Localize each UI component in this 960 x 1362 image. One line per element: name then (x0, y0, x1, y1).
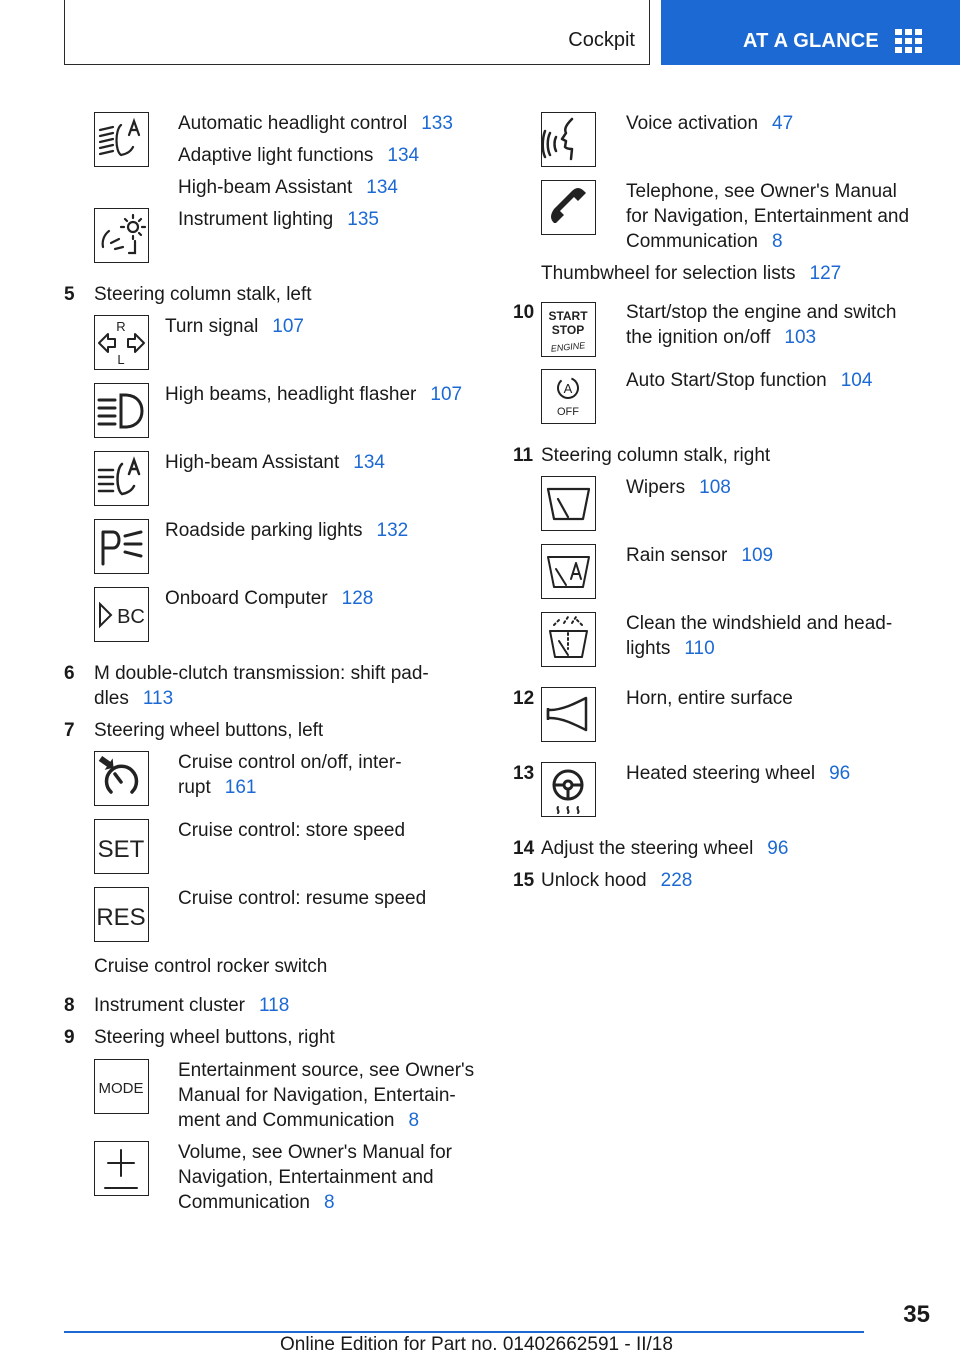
auto-start-stop-icon (541, 369, 596, 424)
entry-volume-line2: Navigation, Entertainment and (178, 1167, 434, 1188)
item-number: 5 (64, 284, 75, 305)
page-link[interactable]: 113 (142, 688, 174, 709)
entry-heated-steering: Heated steering wheel 96 (626, 763, 851, 784)
footer-edition: Online Edition for Part no. 01402662591 - II/18 (280, 1334, 673, 1355)
turn-signal-icon (94, 315, 149, 370)
item-steering-buttons-left: Steering wheel buttons, left (94, 720, 324, 741)
entry-telephone-line3: Communication 8 (626, 231, 783, 252)
high-beam-icon (94, 383, 149, 438)
item-number: 8 (64, 995, 75, 1016)
entry-rain-sensor: Rain sensor 109 (626, 545, 774, 566)
entry-high-beams: High beams, headlight flasher 107 (165, 384, 463, 405)
entry-volume-line1: Volume, see Owner's Manual for (178, 1142, 452, 1163)
grid-menu-icon[interactable] (895, 29, 922, 53)
page-link[interactable]: 128 (341, 588, 374, 609)
entry-horn: Horn, entire surface (626, 688, 793, 709)
parking-light-icon (94, 519, 149, 574)
item-shift-paddles-line1: M double-clutch transmission: shift pad- (94, 663, 429, 684)
onboard-computer-label: BC (117, 606, 145, 628)
entry-high-beam-assistant: High-beam Assistant 134 (178, 177, 398, 198)
entry-cruise-on-off-line1: Cruise control on/off, inter- (178, 752, 402, 773)
header-section-box (64, 0, 650, 65)
entry-clean-windshield-line2: lights 110 (626, 638, 715, 659)
entry-instrument-lighting: Instrument lighting 135 (178, 209, 379, 230)
page-link[interactable]: 135 (347, 209, 379, 230)
entry-wipers: Wipers 108 (626, 477, 731, 498)
chapter-title: AT A GLANCE (743, 30, 879, 52)
start-stop-engine-icon (541, 302, 596, 357)
item-steering-stalk-right: Steering column stalk, right (541, 445, 771, 466)
entry-turn-signal: Turn signal 107 (165, 316, 304, 337)
entry-entertainment-line2: Manual for Navigation, Entertain- (178, 1085, 456, 1106)
entry-telephone-line1: Telephone, see Owner's Manual (626, 181, 897, 202)
entry-high-beam-assistant-2: High-beam Assistant 134 (165, 452, 385, 473)
item-instrument-cluster: Instrument cluster 118 (94, 995, 290, 1016)
page-number: 35 (903, 1301, 930, 1328)
entry-volume-line3: Communication 8 (178, 1192, 335, 1213)
entry-automatic-headlight: Automatic headlight control 133 (178, 113, 453, 134)
mode-label: MODE (98, 1080, 144, 1097)
page-link[interactable]: 134 (353, 452, 385, 473)
entry-cruise-resume: Cruise control: resume speed (178, 888, 427, 909)
page-link[interactable]: 228 (660, 870, 693, 891)
page-link[interactable]: 118 (259, 995, 290, 1016)
entry-adaptive-light: Adaptive light functions 134 (178, 145, 420, 166)
item-adjust-steering: Adjust the steering wheel 96 (541, 838, 789, 859)
res-button-icon (94, 887, 149, 942)
cruise-control-icon (94, 751, 149, 806)
item-number: 12 (513, 688, 535, 709)
footer-rule (64, 1331, 864, 1333)
entry-start-stop-line2: the ignition on/off 103 (626, 327, 817, 348)
page-link[interactable]: 107 (430, 384, 463, 405)
chapter-tab[interactable] (661, 0, 960, 65)
item-number: 7 (64, 720, 75, 741)
page-link[interactable]: 47 (772, 113, 794, 134)
entry-rocker-switch: Cruise control rocker switch (94, 956, 328, 977)
item-shift-paddles-line2: dles 113 (94, 688, 174, 709)
page-link[interactable]: 132 (376, 520, 409, 541)
washer-icon (541, 612, 596, 667)
page-link[interactable]: 134 (366, 177, 398, 198)
entry-start-stop-line1: Start/stop the engine and switch (626, 302, 897, 323)
entry-entertainment-line1: Entertainment source, see Owner's (178, 1060, 475, 1081)
page-link[interactable]: 96 (829, 763, 851, 784)
volume-icon (94, 1141, 149, 1196)
section-title: Cockpit (568, 29, 635, 51)
item-number: 10 (513, 302, 535, 323)
auto-a-label: A (563, 381, 573, 396)
entry-thumbwheel: Thumbwheel for selection lists 127 (541, 263, 842, 284)
page-link[interactable]: 8 (324, 1192, 335, 1213)
page-link[interactable]: 96 (767, 838, 789, 859)
page-link[interactable]: 161 (224, 777, 257, 798)
item-number: 14 (513, 838, 535, 859)
page-link[interactable]: 108 (699, 477, 731, 498)
entry-cruise-store: Cruise control: store speed (178, 820, 406, 841)
item-number: 9 (64, 1027, 75, 1048)
page-link[interactable]: 8 (772, 231, 783, 252)
entry-telephone-line2: for Navigation, Entertainment and (626, 206, 910, 227)
telephone-icon (541, 180, 596, 235)
entry-onboard-computer: Onboard Computer 128 (165, 588, 374, 609)
page-link[interactable]: 134 (387, 145, 420, 166)
res-label: RES (96, 904, 146, 931)
page-link[interactable]: 107 (272, 316, 304, 337)
turn-signal-r-label: R (116, 319, 126, 334)
automatic-headlight-icon (94, 112, 149, 167)
wiper-icon (541, 476, 596, 531)
item-unlock-hood: Unlock hood 228 (541, 870, 693, 891)
item-steering-buttons-right: Steering wheel buttons, right (94, 1027, 335, 1048)
stop-label: STOP (551, 323, 585, 337)
entry-parking-lights: Roadside parking lights 132 (165, 520, 409, 541)
page-link[interactable]: 104 (840, 370, 873, 391)
onboard-computer-icon (94, 587, 149, 642)
item-number: 6 (64, 663, 75, 684)
high-beam-assistant-icon (94, 451, 149, 506)
turn-signal-l-label: L (117, 352, 125, 367)
entry-auto-start-stop: Auto Start/Stop function 104 (626, 370, 873, 391)
item-steering-stalk-left: Steering column stalk, left (94, 284, 312, 305)
set-label: SET (97, 836, 145, 863)
page-link[interactable]: 8 (408, 1110, 420, 1131)
item-number: 13 (513, 763, 535, 784)
heated-steering-wheel-icon (541, 762, 596, 817)
page-link[interactable]: 127 (809, 263, 842, 284)
rain-sensor-icon (541, 544, 596, 599)
instrument-lighting-icon (94, 208, 149, 263)
set-button-icon (94, 819, 149, 874)
engine-label: ENGINE (550, 340, 586, 354)
entry-entertainment-line3: ment and Communication 8 (178, 1110, 420, 1131)
item-number: 11 (513, 445, 534, 466)
entry-cruise-on-off-line2: rupt 161 (178, 777, 257, 798)
mode-button-icon (94, 1059, 149, 1114)
horn-icon (541, 687, 596, 742)
entry-voice-activation: Voice activation 47 (626, 113, 794, 134)
page-link[interactable]: 133 (421, 113, 453, 134)
page-link[interactable]: 103 (784, 327, 817, 348)
start-label: START (548, 309, 588, 323)
entry-clean-windshield-line1: Clean the windshield and head- (626, 613, 893, 634)
page-link[interactable]: 109 (741, 545, 774, 566)
auto-off-label: OFF (557, 406, 579, 418)
item-number: 15 (513, 870, 535, 891)
page-link[interactable]: 110 (684, 638, 715, 659)
voice-activation-icon (541, 112, 596, 167)
